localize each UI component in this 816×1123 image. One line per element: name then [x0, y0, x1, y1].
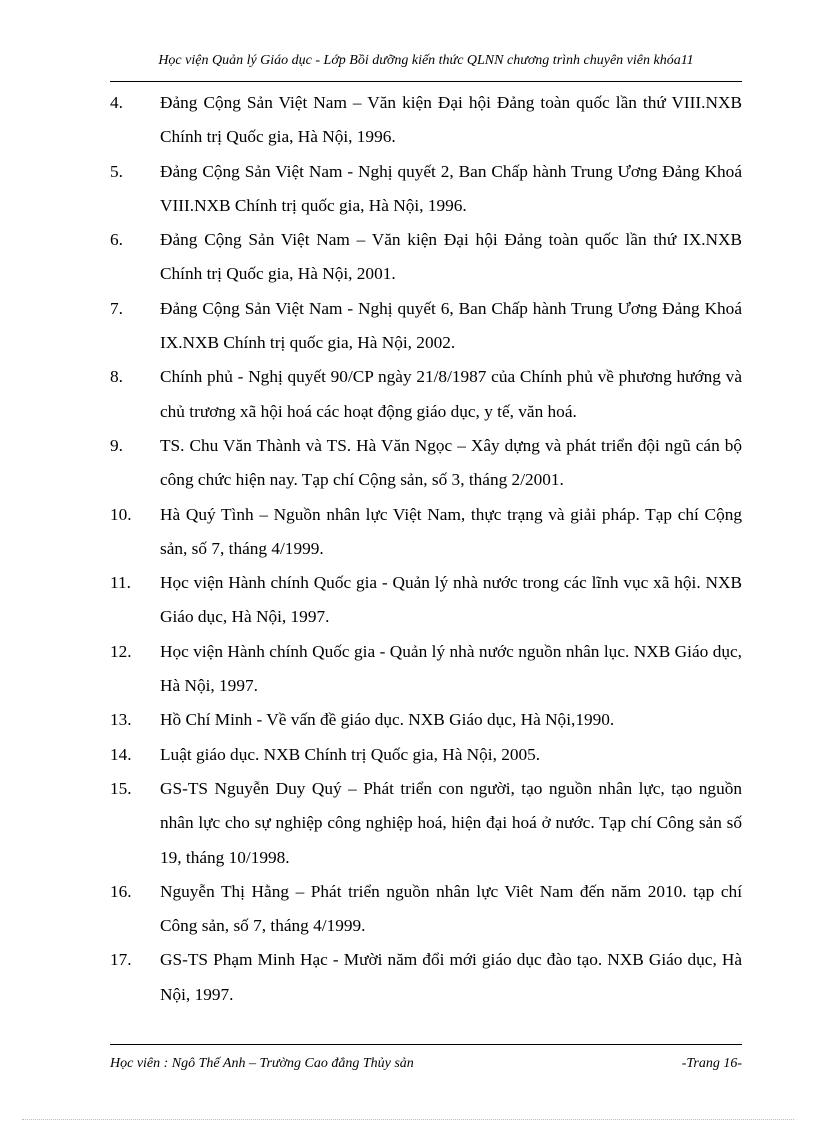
reference-text: Học viện Hành chính Quốc gia - Quản lý nhà nước nguồn nhân lục. NXB Giáo dục, Hà Nội, 1997.: [160, 641, 742, 696]
reference-text: Đảng Cộng Sản Việt Nam - Nghị quyết 6, Ban Chấp hành Trung Ương Đảng Khoá IX.NXB Chính trị quốc gia, Hà Nội, 2002.: [160, 298, 742, 353]
reference-text: Luật giáo dục. NXB Chính trị Quốc gia, Hà Nội, 2005.: [160, 744, 541, 764]
reference-text: Đảng Cộng Sản Việt Nam - Nghị quyết 2, Ban Chấp hành Trung Ương Đảng Khoá VIII.NXB Chính trị quốc gia, Hà Nội, 1996.: [160, 161, 742, 215]
header-text: Học viện Quản lý Giáo dục - Lớp Bồi dưỡng kiến thức QLNN chương trình chuyên viên khóa11: [158, 53, 694, 68]
reference-number: 12.: [110, 641, 132, 661]
reference-item: [110, 498, 742, 567]
reference-number: 4.: [110, 93, 123, 112]
page-bottom-divider: [22, 1119, 794, 1120]
footer-author: Học viên : Ngô Thế Anh – Trường Cao đẳng Thủy sản: [110, 1056, 414, 1071]
reference-text: TS. Chu Văn Thành và TS. Hà Văn Ngọc – Xây dựng và phát triển đội ngũ cán bộ công chức hiện nay. Tạp chí Cộng sản, số 3, tháng 2/2001.: [160, 435, 742, 490]
reference-item: [110, 155, 742, 224]
reference-item: [110, 360, 742, 429]
reference-item: [110, 292, 742, 361]
reference-number: 5.: [110, 161, 123, 181]
reference-number: 16.: [110, 881, 132, 901]
reference-number: 7.: [110, 298, 123, 318]
reference-number: 14.: [110, 744, 132, 764]
reference-item: [110, 943, 742, 1012]
page-header: [110, 52, 742, 82]
reference-text: Chính phủ - Nghị quyết 90/CP ngày 21/8/1987 của Chính phủ về phương hướng và chủ trương xã hội hoá các hoạt động giáo dục, y tế, văn hoá.: [160, 367, 742, 421]
reference-text: Học viện Hành chính Quốc gia - Quản lý nhà nước trong các lĩnh vục xã hội. NXB Giáo dục, Hà Nội, 1997.: [160, 573, 742, 627]
reference-list: [110, 86, 742, 1012]
reference-number: 13.: [110, 710, 132, 730]
page-number: -Trang 16-: [681, 1056, 742, 1071]
reference-item: [110, 223, 742, 292]
reference-number: 11.: [110, 573, 131, 593]
page-footer: [110, 1044, 742, 1073]
reference-text: GS-TS Nguyễn Duy Quý – Phát triển con người, tạo nguồn nhân lực, tạo nguồn nhân lực cho sự nghiệp công nghiệp hoá, hiện đại hoá ở nước. Tạp chí Công sản số 19, tháng 10/1998.: [160, 778, 742, 867]
reference-number: 9.: [110, 435, 123, 455]
reference-number: 15.: [110, 778, 132, 798]
reference-number: 6.: [110, 230, 123, 250]
reference-item: [110, 703, 742, 737]
reference-item: [110, 772, 742, 875]
reference-item: [110, 86, 742, 155]
reference-text: Hà Quý Tình – Nguồn nhân lực Việt Nam, thực trạng và giải pháp. Tạp chí Cộng sản, số 7, tháng 4/1999.: [160, 504, 742, 558]
reference-text: GS-TS Phạm Minh Hạc - Mười năm đổi mới giáo dục đào tạo. NXB Giáo dục, Hà Nội, 1997.: [160, 950, 742, 1004]
reference-number: 10.: [110, 504, 132, 524]
reference-number: 8.: [110, 367, 123, 387]
reference-text: Đảng Cộng Sản Việt Nam – Văn kiện Đại hội Đảng toàn quốc lần thứ VIII.NXB Chính trị Quốc gia, Hà Nội, 1996.: [160, 93, 742, 147]
reference-item: [110, 738, 742, 772]
reference-item: [110, 875, 742, 944]
reference-item: [110, 635, 742, 704]
reference-text: Nguyễn Thị Hằng – Phát triển nguồn nhân lực Viêt Nam đến năm 2010. tạp chí Công sản, số 7, tháng 4/1999.: [160, 881, 742, 936]
reference-text: Hồ Chí Minh - Về vấn đề giáo dục. NXB Giáo dục, Hà Nội,1990.: [160, 710, 615, 730]
reference-item: [110, 566, 742, 635]
reference-item: [110, 429, 742, 498]
reference-number: 17.: [110, 950, 132, 970]
reference-text: Đảng Cộng Sản Việt Nam – Văn kiện Đại hội Đảng toàn quốc lần thứ IX.NXB Chính trị Quốc gia, Hà Nội, 2001.: [160, 230, 742, 284]
